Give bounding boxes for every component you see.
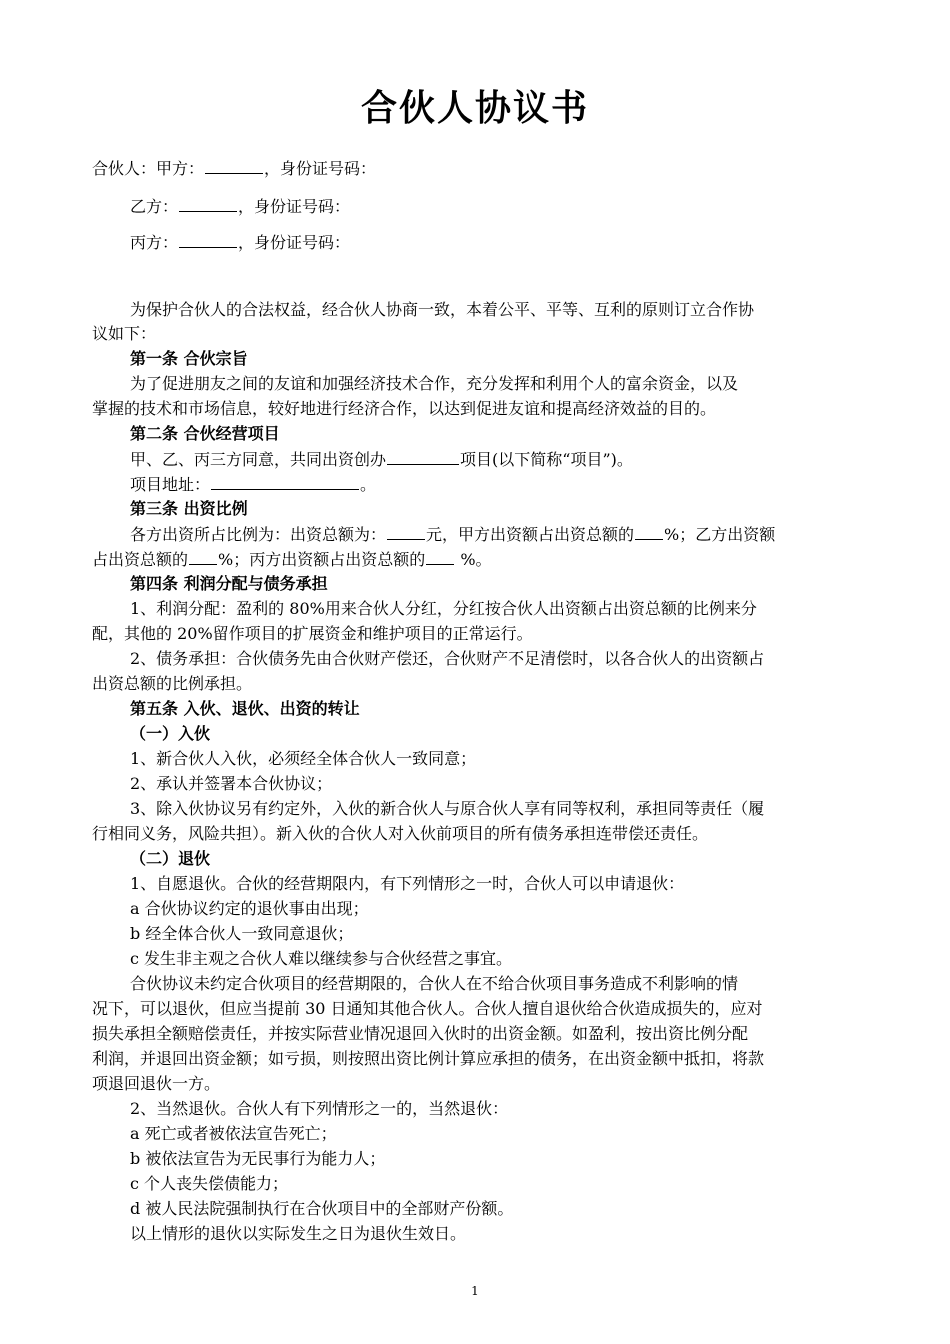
party-yi-line [130, 196, 350, 217]
jia-share-blank [635, 524, 663, 540]
intro-line: 议如下： [92, 324, 157, 343]
article-5-join-text: 2、承认并签署本合伙协议； [130, 774, 333, 793]
total-capital-blank [387, 524, 425, 540]
article-5-withdraw-text: 1、自愿退伙。合伙的经营期限内，有下列情形之一时，合伙人可以申请退伙： [130, 874, 685, 893]
article-5-join-text: 1、新合伙人入伙，必须经全体合伙人一致同意； [130, 749, 477, 768]
article-5-withdraw-text: 以上情形的退伙以实际发生之日为退伙生效日。 [130, 1224, 467, 1243]
article-2-heading: 第二条 合伙经营项目 [130, 424, 280, 443]
article-5-withdraw-text: 利润，并退回出资金额；如亏损，则按照出资比例计算应承担的债务，在出资金额中抵扣，将款 [92, 1049, 765, 1068]
article-2-text: 项目(以下简称“项目”)。 [460, 450, 633, 469]
article-4-text: 1、利润分配：盈利的 80%用来合伙人分红，分红按合伙人出资额占出资总额的比例来分 [130, 599, 757, 618]
article-3-text [130, 524, 775, 545]
article-5-join-text: 行相同义务，风险共担）。新入伙的合伙人对入伙前项目的所有债务承担连带偿还责任。 [92, 824, 709, 843]
bing-share-blank [426, 549, 454, 565]
party-bing-line [130, 232, 350, 253]
article-1-heading: 第一条 合伙宗旨 [130, 349, 248, 368]
page-number: 1 [471, 1284, 479, 1298]
article-3-text [92, 549, 492, 570]
article-5-subheading-withdraw: （二）退伙 [130, 849, 211, 868]
article-5-join-text: 3、除入伙协议另有约定外，入伙的新合伙人与原合伙人享有同等权利，承担同等责任（履 [130, 799, 765, 818]
project-address-blank [211, 474, 359, 490]
article-3-segment: %。 [455, 550, 492, 569]
article-2-project-line [130, 449, 633, 470]
article-5-withdraw-text: 况下，可以退伙，但应当提前 30 日通知其他合伙人。合伙人擅自退伙给合伙造成损失的，应对 [92, 999, 763, 1018]
party-jia-line [92, 158, 376, 179]
project-name-blank [387, 449, 459, 465]
article-5-withdraw-text: d 被人民法院强制执行在合伙项目中的全部财产份额。 [130, 1199, 514, 1218]
project-address-label: 项目地址： [130, 475, 211, 494]
document-title: 合伙人协议书 [360, 87, 589, 129]
article-4-heading: 第四条 利润分配与债务承担 [130, 574, 328, 593]
article-4-text: 出资总额的比例承担。 [92, 674, 253, 693]
parties-label: 合伙人： [92, 159, 157, 178]
article-5-withdraw-text: 项退回退伙一方。 [92, 1074, 221, 1093]
party-jia-label: 甲方： [156, 159, 205, 178]
party-bing-id-label: ，身份证号码： [238, 233, 351, 252]
article-4-text: 2、债务承担：合伙债务先由合伙财产偿还，合伙财产不足清偿时，以各合伙人的出资额占 [130, 649, 765, 668]
article-3-segment: 占出资总额的 [92, 550, 189, 569]
article-2-address-line [130, 474, 376, 495]
article-5-withdraw-text: c 发生非主观之合伙人难以继续参与合伙经营之事宜。 [130, 949, 513, 968]
article-5-withdraw-text: 2、当然退伙。合伙人有下列情形之一的，当然退伙： [130, 1099, 509, 1118]
article-4-text: 配，其他的 20%留作项目的扩展资金和维护项目的正常运行。 [92, 624, 533, 643]
article-3-segment: %；乙方出资额 [664, 525, 776, 544]
article-5-withdraw-text: 损失承担全额赔偿责任，并按实际营业情况退回入伙时的出资金额。如盈利，按出资比例分配 [92, 1024, 749, 1043]
article-2-text: 甲、乙、丙三方同意，共同出资创办 [130, 450, 387, 469]
article-5-subheading-join: （一）入伙 [130, 724, 211, 743]
yi-share-blank [189, 549, 217, 565]
party-yi-label: 乙方： [130, 197, 179, 216]
article-5-withdraw-text: c 个人丧失偿债能力； [130, 1174, 289, 1193]
intro-line: 为保护合伙人的合法权益，经合伙人协商一致，本着公平、平等、互利的原则订立合作协 [130, 300, 755, 319]
article-5-withdraw-text: 合伙协议未约定合伙项目的经营期限的，合伙人在不给合伙项目事务造成不利影响的情 [130, 974, 739, 993]
article-1-text: 掌握的技术和市场信息，较好地进行经济合作，以达到促进友谊和提高经济效益的目的。 [92, 399, 717, 418]
article-5-withdraw-text: a 合伙协议约定的退伙事由出现； [130, 899, 369, 918]
article-5-withdraw-text: b 经全体合伙人一致同意退伙； [130, 924, 354, 943]
article-1-text: 为了促进朋友之间的友谊和加强经济技术合作，充分发挥和利用个人的富余资金，以及 [130, 374, 739, 393]
article-5-withdraw-text: a 死亡或者被依法宣告死亡； [130, 1124, 337, 1143]
article-3-segment: %；丙方出资额占出资总额的 [218, 550, 426, 569]
party-yi-name-blank [179, 196, 237, 212]
party-jia-id-label: ，身份证号码： [264, 159, 377, 178]
party-jia-name-blank [205, 158, 263, 174]
article-5-withdraw-text: b 被依法宣告为无民事行为能力人； [130, 1149, 386, 1168]
article-3-segment: 元，甲方出资额占出资总额的 [426, 525, 635, 544]
article-5-heading: 第五条 入伙、退伙、出资的转让 [130, 699, 360, 718]
party-bing-name-blank [179, 232, 237, 248]
article-3-heading: 第三条 出资比例 [130, 499, 248, 518]
article-2-text: 。 [360, 475, 377, 494]
party-bing-label: 丙方： [130, 233, 179, 252]
article-3-segment: 各方出资所占比例为：出资总额为： [130, 525, 387, 544]
party-yi-id-label: ，身份证号码： [238, 197, 351, 216]
